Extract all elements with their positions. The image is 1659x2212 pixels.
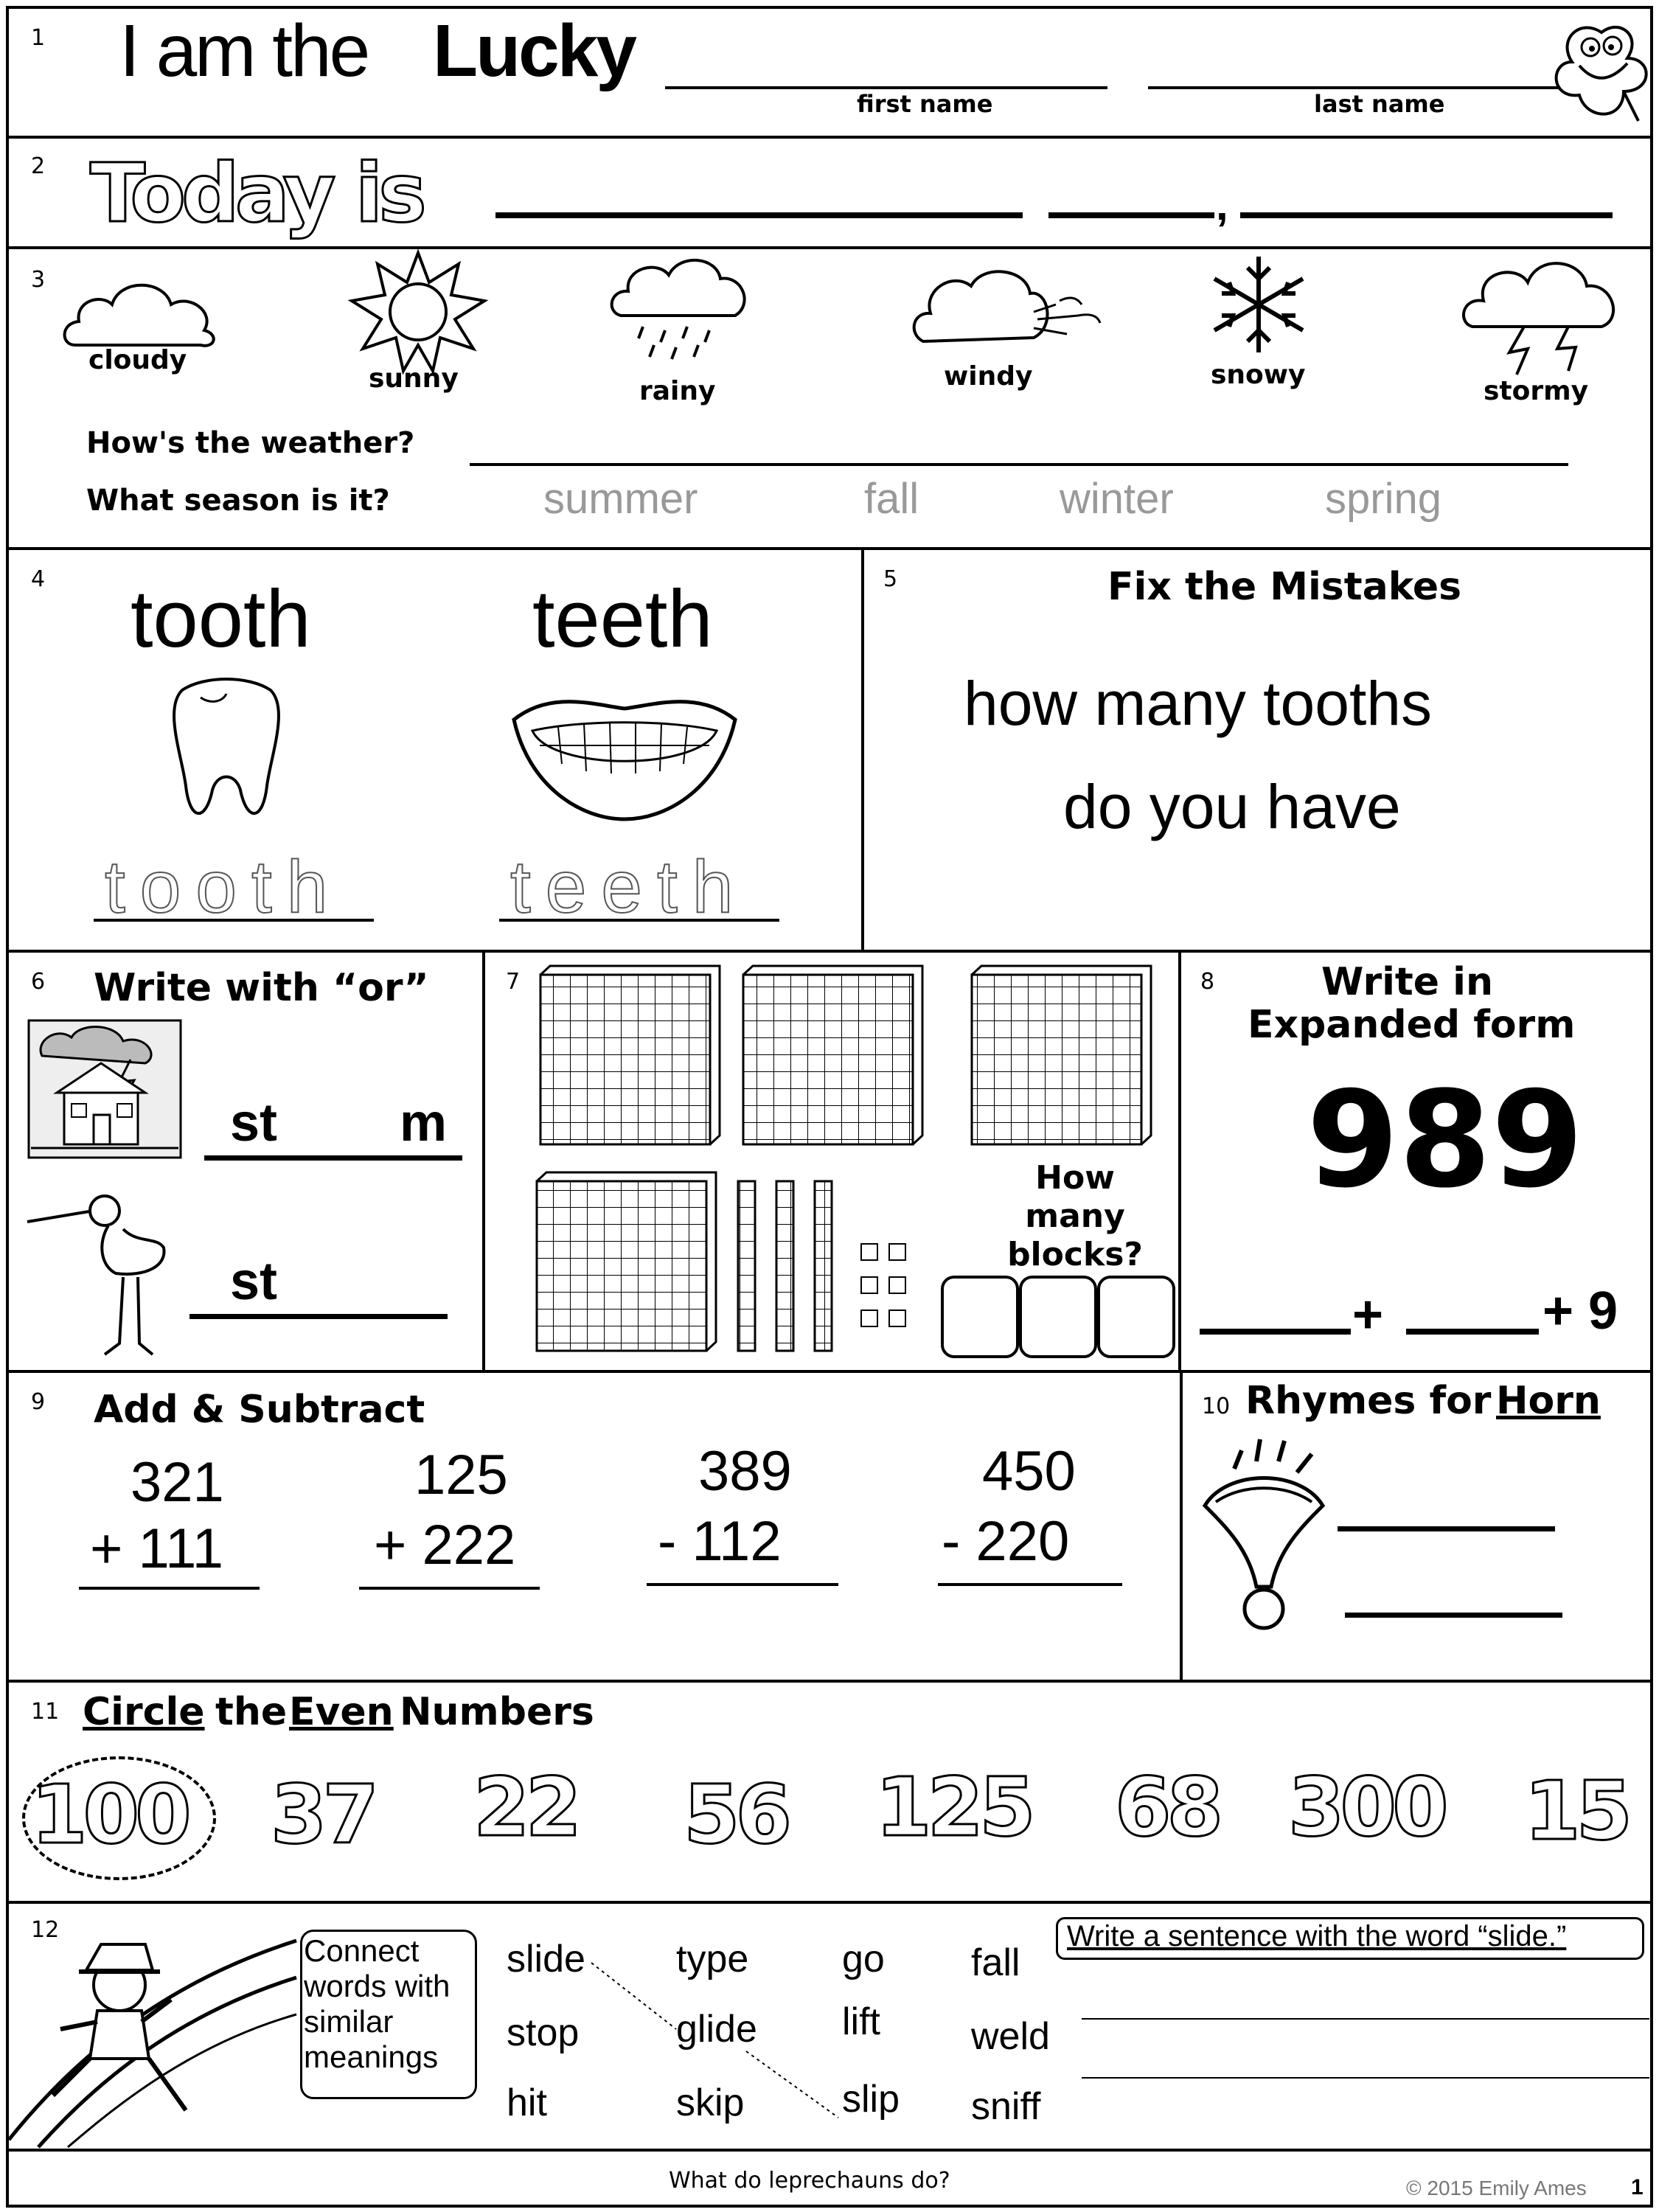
answer-box-ones[interactable]	[1097, 1276, 1175, 1358]
how-many-blocks-question: How many blocks?	[1007, 1159, 1143, 1273]
number-125[interactable]: 125	[875, 1760, 1032, 1854]
season-option-spring[interactable]: spring	[1325, 475, 1441, 523]
problem-4-bottom: - 220	[942, 1510, 1070, 1573]
storm-house-icon	[27, 1019, 182, 1159]
section-number: 6	[31, 969, 46, 995]
weather-label-cloudy[interactable]: cloudy	[88, 345, 187, 375]
problem-1-bottom: + 111	[90, 1517, 224, 1580]
hundred-flat-3	[972, 966, 1151, 1144]
connection-lines	[9, 1904, 967, 2154]
section-1-name	[6, 6, 1653, 139]
first-name-label: first name	[857, 90, 993, 118]
word-skip[interactable]: skip	[676, 2081, 745, 2124]
word-lift[interactable]: lift	[842, 2000, 880, 2043]
footer-riddle	[6, 2149, 1653, 2208]
number-37[interactable]: 37	[271, 1767, 375, 1862]
sentence-prompt: Write a sentence with the word “slide.”	[1067, 1920, 1567, 1952]
problem-4-top: 450	[982, 1440, 1076, 1503]
section-number: 9	[31, 1389, 46, 1415]
instruction-line-4: meanings	[304, 2039, 439, 2074]
date-day-field[interactable]	[1048, 212, 1214, 218]
plus-sign-1: +	[1352, 1285, 1384, 1344]
weather-label-rainy[interactable]: rainy	[639, 376, 716, 406]
word1-answer-line[interactable]	[204, 1155, 462, 1161]
sun-icon	[348, 249, 488, 375]
word-hit[interactable]: hit	[507, 2081, 547, 2124]
title-lucky: Lucky	[433, 10, 636, 92]
problem-2-bottom: + 222	[374, 1514, 516, 1576]
hundred-flat-4	[537, 1172, 716, 1351]
page-number: 1	[1631, 2175, 1644, 2199]
date-comma: ,	[1216, 180, 1228, 229]
ten-rods	[738, 1181, 832, 1351]
riddle-question: What do leprechauns do?	[669, 2168, 950, 2194]
weather-answer-field[interactable]	[470, 463, 1568, 466]
word-weld[interactable]: weld	[971, 2015, 1050, 2058]
sentence-line-2[interactable]: do you have	[1063, 772, 1401, 841]
or-title: Write with “or”	[94, 966, 429, 1010]
weather-label-sunny[interactable]: sunny	[369, 364, 459, 394]
word-teeth: teeth	[532, 574, 713, 664]
trace-word-teeth[interactable]: teeth	[510, 846, 748, 928]
word-sniff[interactable]: sniff	[971, 2085, 1041, 2128]
section-number: 5	[883, 566, 898, 592]
trace-line-tooth	[94, 919, 374, 922]
unit-cubes	[861, 1244, 905, 1326]
date-year-field[interactable]	[1240, 212, 1613, 218]
instruction-line-2: words with	[304, 1969, 451, 2003]
problem-1-top: 321	[131, 1451, 224, 1514]
problem-3-answer-line[interactable]	[647, 1583, 838, 1586]
instruction-line-3: similar	[304, 2004, 394, 2039]
section-number: 1	[31, 25, 46, 51]
section-3-weather	[6, 246, 1653, 550]
section-number: 10	[1202, 1394, 1231, 1419]
copyright: © 2015 Emily Ames	[1406, 2177, 1587, 2199]
number-22[interactable]: 22	[473, 1760, 578, 1854]
sentence-line-1[interactable]: how many tooths	[964, 669, 1433, 738]
season-question: What season is it?	[86, 484, 390, 518]
expanded-title-line-1: Write in	[1321, 960, 1493, 1004]
weather-label-stormy[interactable]: stormy	[1484, 376, 1589, 406]
title-prefix: I am the	[119, 10, 369, 92]
number-15[interactable]: 15	[1524, 1764, 1629, 1858]
answer-box-hundreds[interactable]	[941, 1276, 1019, 1358]
section-6-or-words	[6, 950, 485, 1373]
tooth-icon	[167, 675, 285, 823]
weather-label-snowy[interactable]: snowy	[1211, 360, 1306, 390]
section-8-expanded-form	[1178, 950, 1653, 1373]
problem-3-top: 389	[698, 1440, 792, 1503]
word-go[interactable]: go	[842, 1938, 885, 1980]
season-option-fall[interactable]: fall	[864, 475, 919, 523]
date-month-field[interactable]	[495, 212, 1023, 218]
fix-mistakes-title: Fix the Mistakes	[1107, 565, 1462, 609]
problem-4-answer-line[interactable]	[938, 1583, 1122, 1586]
last-name-field[interactable]	[1148, 86, 1576, 89]
section-number: 4	[31, 566, 46, 592]
tens-answer-line[interactable]	[1406, 1329, 1539, 1335]
hundred-flat-1	[540, 966, 720, 1144]
expanded-number: 989	[1307, 1063, 1584, 1217]
cloud-icon	[60, 271, 223, 352]
section-4-tooth-teeth	[6, 547, 864, 953]
problem-2-top: 125	[414, 1444, 508, 1506]
instruction-line-1: Connect	[304, 1933, 420, 1968]
last-name-label: last name	[1314, 90, 1445, 118]
word-glide[interactable]: glide	[676, 2008, 757, 2051]
section-7-base-ten	[482, 950, 1181, 1373]
stork-icon	[27, 1185, 175, 1362]
word-slip[interactable]: slip	[842, 2078, 900, 2121]
number-300[interactable]: 300	[1288, 1760, 1444, 1854]
title-even: Even	[289, 1690, 394, 1734]
rhyme-answer-line-2[interactable]	[1345, 1613, 1562, 1618]
title-numbers: Numbers	[400, 1690, 594, 1734]
word-fall[interactable]: fall	[971, 1941, 1020, 1984]
section-number: 11	[31, 1699, 60, 1725]
wind-icon	[908, 260, 1107, 356]
word2-answer-line[interactable]	[189, 1314, 448, 1319]
word-stop[interactable]: stop	[507, 2011, 580, 2054]
section-12-synonyms	[6, 1901, 1653, 2152]
section-10-rhymes	[1180, 1370, 1653, 1683]
weather-question: How's the weather?	[86, 426, 415, 460]
word1-part-m: m	[400, 1093, 448, 1152]
first-name-field[interactable]	[665, 86, 1107, 89]
section-number: 3	[31, 267, 46, 293]
problem-1-answer-line[interactable]	[79, 1587, 260, 1590]
word2-part-st: st	[230, 1252, 278, 1311]
section-2-date	[6, 136, 1653, 249]
add-subtract-title: Add & Subtract	[94, 1388, 425, 1432]
rhyme-word-horn: Horn	[1496, 1379, 1601, 1423]
word-type[interactable]: type	[676, 1938, 749, 1980]
answer-box-tens[interactable]	[1019, 1276, 1097, 1358]
number-100[interactable]: 100	[31, 1767, 187, 1862]
word-tooth: tooth	[131, 574, 311, 664]
title-the: the	[215, 1690, 288, 1734]
horn-icon	[1197, 1439, 1330, 1646]
season-option-winter[interactable]: winter	[1060, 475, 1174, 523]
expanded-title-line-2: Expanded form	[1248, 1003, 1576, 1047]
hundred-flat-2	[743, 966, 922, 1144]
shamrock-frog-icon	[1550, 18, 1653, 128]
snowflake-icon	[1192, 249, 1325, 360]
section-number: 12	[31, 1917, 60, 1943]
number-68[interactable]: 68	[1115, 1760, 1220, 1854]
sentence-line-2[interactable]	[1082, 2077, 1649, 2079]
problem-3-bottom: - 112	[658, 1510, 782, 1573]
section-5-fix-mistakes	[861, 547, 1653, 953]
number-56[interactable]: 56	[684, 1767, 788, 1862]
title-circle: Circle	[83, 1690, 205, 1734]
storm-cloud-icon	[1458, 253, 1627, 378]
today-is-title: Today is	[90, 146, 422, 240]
rain-cloud-icon	[606, 253, 754, 364]
word-slide[interactable]: slide	[507, 1938, 585, 1980]
trace-word-tooth[interactable]: tooth	[105, 846, 343, 928]
word1-part-st: st	[230, 1093, 278, 1152]
season-option-summer[interactable]: summer	[543, 475, 698, 523]
plus-nine: + 9	[1543, 1281, 1618, 1340]
trace-line-teeth	[499, 919, 779, 922]
weather-label-windy[interactable]: windy	[944, 361, 1033, 392]
section-number: 8	[1200, 969, 1215, 995]
smile-teeth-icon	[507, 690, 742, 823]
section-11-even-numbers	[6, 1680, 1653, 1904]
problem-2-answer-line[interactable]	[359, 1587, 540, 1590]
section-9-add-subtract	[6, 1370, 1183, 1683]
rhymes-title: Rhymes for	[1245, 1379, 1492, 1423]
section-number: 7	[506, 969, 521, 995]
sentence-line-1[interactable]	[1082, 2018, 1649, 2020]
rhyme-answer-line-1[interactable]	[1338, 1526, 1555, 1531]
hundreds-answer-line[interactable]	[1200, 1329, 1351, 1335]
section-number: 2	[31, 153, 46, 179]
